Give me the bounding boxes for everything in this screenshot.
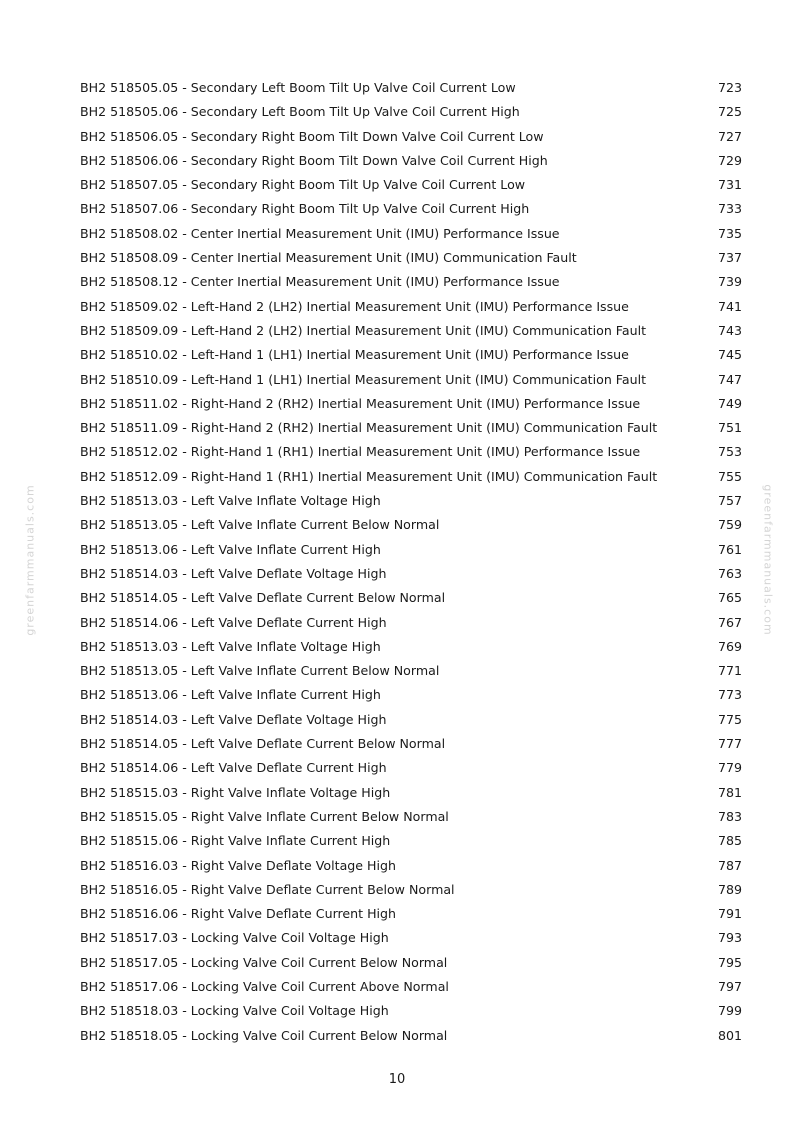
toc-entry-page: 769 [717,638,742,654]
toc-entry-page: 775 [717,711,742,727]
toc-entry-page: 731 [717,177,742,193]
toc-entry-page: 749 [717,395,742,411]
toc-entry-title: BH2 518513.03 - Left Valve Inflate Voltage High [80,638,381,654]
toc-entry-title: BH2 518513.03 - Left Valve Inflate Voltage High [80,493,381,509]
toc-entry-title: BH2 518513.06 - Left Valve Inflate Current High [80,687,381,703]
toc-entry-title: BH2 518518.05 - Locking Valve Coil Current Below Normal [80,1027,448,1043]
toc-entry[interactable] [80,829,742,853]
toc-entry[interactable] [80,975,742,999]
toc-entry[interactable] [80,538,742,562]
toc-entry[interactable] [80,392,742,416]
toc-entry-page: 729 [717,152,742,168]
toc-entry[interactable] [80,246,742,270]
toc-entry-title: BH2 518514.03 - Left Valve Deflate Voltage High [80,711,387,727]
toc-entry-page: 793 [717,930,742,946]
toc-entry[interactable] [80,343,742,367]
toc-entry[interactable] [80,611,742,635]
toc-entry[interactable] [80,100,742,124]
toc-entry-page: 733 [717,201,742,217]
toc-entry-title: BH2 518505.05 - Secondary Left Boom Tilt Up Valve Coil Current Low [80,80,516,95]
toc-entry[interactable] [80,756,742,780]
toc-entry[interactable] [80,781,742,805]
page-number: 10 [388,1072,406,1087]
toc-entry[interactable] [80,125,742,149]
toc-entry-page: 751 [717,420,742,436]
toc-entry-page: 765 [717,590,742,606]
toc-entry-page: 725 [717,104,742,120]
toc-entry-page: 797 [717,978,742,994]
toc-entry-title: BH2 518516.06 - Right Valve Deflate Current High [80,906,397,922]
toc-entry-page: 745 [717,347,742,363]
toc-entry-page: 741 [717,298,742,314]
toc-entry[interactable] [80,951,742,975]
toc-entry[interactable] [80,562,742,586]
toc-entry[interactable] [80,76,742,100]
toc-entry-title: BH2 518511.02 - Right-Hand 2 (RH2) Inertial Measurement Unit (IMU) Performance Issue [80,395,641,411]
toc-entry[interactable] [80,173,742,197]
toc-entry-page: 783 [717,808,742,824]
toc-entry[interactable] [80,270,742,294]
toc-entry-page: 787 [717,857,742,873]
toc-entry-page: 763 [717,565,742,581]
toc-entry-page: 795 [717,954,742,970]
toc-entry[interactable] [80,489,742,513]
toc-entry-page: 781 [717,784,742,800]
toc-entry-page: 747 [717,371,742,387]
toc-entry-title: BH2 518515.03 - Right Valve Inflate Voltage High [80,784,391,800]
toc-entry[interactable] [80,805,742,829]
toc-entry-title: BH2 518510.09 - Left-Hand 1 (LH1) Inertial Measurement Unit (IMU) Communication Fault [80,371,647,387]
toc-entry[interactable] [80,197,742,221]
toc-entry-title: BH2 518514.06 - Left Valve Deflate Current High [80,614,387,630]
toc-entry[interactable] [80,659,742,683]
toc-entry-page: 761 [717,541,742,557]
toc-entry-page: 799 [717,1003,742,1019]
toc-entry-title: BH2 518514.05 - Left Valve Deflate Current Below Normal [80,590,446,606]
toc-entry-page: 753 [717,444,742,460]
toc-entry[interactable] [80,999,742,1023]
toc-entry-title: BH2 518516.03 - Right Valve Deflate Voltage High [80,857,396,873]
toc-entry-page: 773 [717,687,742,703]
toc-entry[interactable] [80,635,742,659]
toc-entry[interactable] [80,295,742,319]
toc-entry-title: BH2 518509.09 - Left-Hand 2 (LH2) Inertial Measurement Unit (IMU) Communication Fault [80,322,647,338]
watermark-left: greenfarmmanuals.com [23,484,37,636]
toc-entry-page: 759 [717,517,742,533]
toc-entry[interactable] [80,902,742,926]
toc-entry[interactable] [80,926,742,950]
toc-entry[interactable] [80,683,742,707]
watermark-right: greenfarmmanuals.com [761,484,775,636]
toc-entry[interactable] [80,513,742,537]
toc-entry-title: BH2 518511.09 - Right-Hand 2 (RH2) Inertial Measurement Unit (IMU) Communication Fault [80,420,658,436]
toc-entry-title: BH2 518507.05 - Secondary Right Boom Tilt Up Valve Coil Current Low [80,177,526,193]
toc-entry-page: 755 [717,468,742,484]
toc-entry-title: BH2 518517.06 - Locking Valve Coil Current Above Normal [80,978,449,994]
toc-entry[interactable] [80,732,742,756]
toc-entry-title: BH2 518513.06 - Left Valve Inflate Current High [80,541,381,557]
toc-entry-title: BH2 518517.05 - Locking Valve Coil Current Below Normal [80,954,448,970]
toc-entry[interactable] [80,878,742,902]
toc-entry-title: BH2 518514.05 - Left Valve Deflate Current Below Normal [80,736,446,752]
toc-entry-title: BH2 518515.05 - Right Valve Inflate Current Below Normal [80,808,449,824]
toc-entry-page: 739 [717,274,742,290]
toc-entry-page: 735 [717,225,742,241]
toc-entry-page: 723 [717,80,742,95]
toc-entry-page: 789 [717,881,742,897]
toc-entry-title: BH2 518509.02 - Left-Hand 2 (LH2) Inertial Measurement Unit (IMU) Performance Issue [80,298,629,314]
toc-entry-page: 757 [717,493,742,509]
toc-entry-page: 727 [717,128,742,144]
toc-entry-title: BH2 518514.03 - Left Valve Deflate Voltage High [80,565,387,581]
toc-entry-title: BH2 518518.03 - Locking Valve Coil Voltage High [80,1003,389,1019]
toc-entry-page: 779 [717,760,742,776]
toc-entry-page: 737 [717,250,742,266]
toc-entry-title: BH2 518506.06 - Secondary Right Boom Tilt Down Valve Coil Current High [80,152,548,168]
toc-entry-title: BH2 518512.02 - Right-Hand 1 (RH1) Inertial Measurement Unit (IMU) Performance Issue [80,444,641,460]
toc-entry-page: 785 [717,833,742,849]
toc-entry-page: 767 [717,614,742,630]
toc-entry-page: 801 [717,1027,742,1043]
toc-entry-page: 777 [717,736,742,752]
toc-entry-title: BH2 518510.02 - Left-Hand 1 (LH1) Inertial Measurement Unit (IMU) Performance Issue [80,347,629,363]
toc-entry[interactable] [80,416,742,440]
toc-entry[interactable] [80,149,742,173]
toc-entry[interactable] [80,465,742,489]
toc-entry-title: BH2 518508.02 - Center Inertial Measurement Unit (IMU) Performance Issue [80,225,560,241]
toc-entry[interactable] [80,586,742,610]
table-of-contents [80,76,742,1048]
toc-entry-title: BH2 518515.06 - Right Valve Inflate Current High [80,833,391,849]
toc-entry-title: BH2 518506.05 - Secondary Right Boom Tilt Down Valve Coil Current Low [80,128,544,144]
toc-entry[interactable] [80,222,742,246]
toc-entry-title: BH2 518507.06 - Secondary Right Boom Tilt Up Valve Coil Current High [80,201,530,217]
toc-entry-page: 791 [717,906,742,922]
toc-entry[interactable] [80,319,742,343]
toc-entry[interactable] [80,1024,742,1048]
toc-entry-title: BH2 518505.06 - Secondary Left Boom Tilt Up Valve Coil Current High [80,104,520,120]
toc-entry[interactable] [80,854,742,878]
toc-entry-title: BH2 518513.05 - Left Valve Inflate Current Below Normal [80,663,440,679]
toc-entry-page: 743 [717,322,742,338]
toc-entry-title: BH2 518517.03 - Locking Valve Coil Voltage High [80,930,389,946]
toc-entry[interactable] [80,368,742,392]
toc-entry[interactable] [80,440,742,464]
toc-entry-title: BH2 518514.06 - Left Valve Deflate Current High [80,760,387,776]
toc-entry-title: BH2 518513.05 - Left Valve Inflate Current Below Normal [80,517,440,533]
toc-entry-title: BH2 518508.12 - Center Inertial Measurement Unit (IMU) Performance Issue [80,274,560,290]
toc-entry-title: BH2 518512.09 - Right-Hand 1 (RH1) Inertial Measurement Unit (IMU) Communication Fault [80,468,658,484]
toc-entry-title: BH2 518508.09 - Center Inertial Measurement Unit (IMU) Communication Fault [80,250,577,266]
toc-entry-title: BH2 518516.05 - Right Valve Deflate Current Below Normal [80,881,455,897]
toc-entry[interactable] [80,708,742,732]
toc-entry-page: 771 [717,663,742,679]
